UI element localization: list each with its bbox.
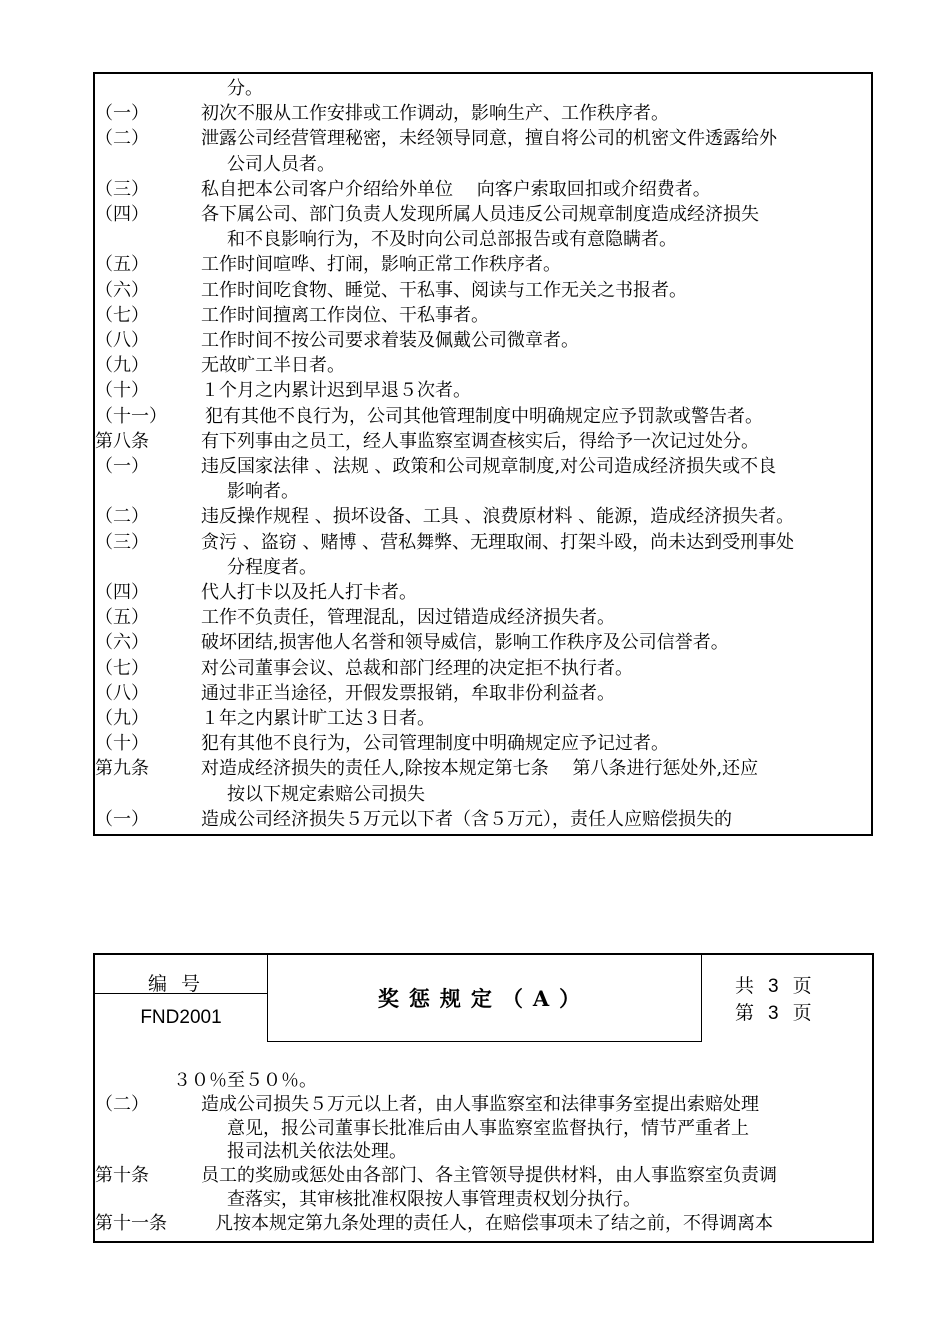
clause-number: （八） — [95, 330, 149, 351]
clause-text: 违反操作规程 、损坏设备、工具 、浪费原材料 、能源，造成经济损失者。 — [201, 506, 795, 528]
clause-text: 贪污 、盗窃 、赌博 、营私舞弊、无理取闹、打架斗殴，尚未达到受刑事处 — [201, 531, 795, 553]
clause-text: 意见，报公司董事长批准后由人事监察室监督执行，情节严重者上 — [227, 1117, 749, 1139]
clause-text: ３０％至５０％。 — [173, 1070, 317, 1091]
clause-number: （九） — [95, 355, 149, 377]
clause-text: 工作时间擅离工作岗位、干私事者。 — [201, 304, 489, 326]
total-pages-row — [735, 973, 812, 1000]
clause-text: 查落实，其审核批准权限按人事管理责权划分执行。 — [227, 1189, 641, 1210]
clause-number: （二） — [95, 1093, 149, 1115]
clause-text: 通过非正当途径，开假发票报销，牟取非份利益者。 — [201, 682, 615, 704]
regulation-page-body-1 — [93, 72, 873, 836]
clause-text: 有下列事由之员工，经人事监察室调查核实后，得给予一次记过处分。 — [201, 430, 759, 452]
clause-text: 破坏团结,损害他人名誉和领导威信，影响工作秩序及公司信誉者。 — [201, 632, 729, 654]
clause-number: （五） — [95, 607, 149, 629]
total-pages: 3 — [768, 976, 779, 997]
clause-text: 犯有其他不良行为，公司管理制度中明确规定应予记过者。 — [201, 733, 669, 755]
current-suffix: 页 — [792, 1002, 812, 1024]
clause-number: （一） — [95, 103, 149, 125]
doc-title: 奖惩规定（A） — [267, 955, 702, 1042]
clause-text: 代人打卡以及托人打卡者。 — [201, 582, 417, 603]
clause-text: 违反国家法律 、法规 、政策和公司规章制度,对公司造成经济损失或不良 — [201, 456, 777, 477]
clause-number: （十一） — [95, 405, 167, 427]
clause-number: （五） — [95, 254, 149, 276]
clause-text: 工作时间吃食物、睡觉、干私事、阅读与工作无关之书报者。 — [201, 279, 687, 301]
clause-number: （六） — [95, 632, 149, 654]
clause-text: 分。 — [227, 78, 263, 99]
clause-text: １个月之内累计迟到早退５次者。 — [201, 380, 471, 402]
clause-number: （七） — [95, 304, 149, 326]
clause-text: 按以下规定索赔公司损失 — [227, 783, 425, 805]
clause-text: 和不良影响行为，不及时向公司总部报告或有意隐瞒者。 — [227, 229, 677, 251]
clause-number: （六） — [95, 279, 149, 301]
clause-number: 第十一条 — [95, 1212, 167, 1234]
clause-text: 对造成经济损失的责任人,除按本规定第七条 第八条进行惩处外,还应 — [201, 758, 759, 780]
clause-text: 报司法机关依法处理。 — [227, 1141, 407, 1163]
clause-number: （四） — [95, 582, 149, 603]
clause-text: 凡按本规定第九条处理的责任人，在赔偿事项未了结之前，不得调离本 — [215, 1212, 773, 1234]
clause-number: （一） — [95, 456, 149, 477]
clause-text: 私自把本公司客户介绍给外单位 向客户索取回扣或介绍费者。 — [201, 178, 711, 200]
clause-text: 初次不服从工作安排或工作调动，影响生产、工作秩序者。 — [201, 103, 669, 125]
clause-text: 犯有其他不良行为，公司其他管理制度中明确规定应予罚款或警告者。 — [205, 405, 763, 427]
clause-text: 分程度者。 — [227, 556, 317, 578]
clause-text: 各下属公司、部门负责人发现所属人员违反公司规章制度造成经济损失 — [201, 204, 759, 225]
clause-text: 影响者。 — [227, 481, 299, 503]
clause-number: （十） — [95, 733, 149, 755]
clause-text: 对公司董事会议、总裁和部门经理的决定拒不执行者。 — [201, 657, 633, 679]
doc-number-value: FND2001 — [140, 1007, 222, 1028]
clause-number: （一） — [95, 808, 149, 830]
clause-number: （四） — [95, 204, 149, 225]
clause-number: （九） — [95, 708, 149, 729]
clause-text: 工作时间喧哗、打闹，影响正常工作秩序者。 — [201, 254, 561, 276]
doc-number-divider — [95, 993, 267, 994]
clause-number: （七） — [95, 657, 149, 679]
clause-number: 第八条 — [95, 430, 149, 452]
clause-number: 第九条 — [95, 758, 149, 780]
total-suffix: 页 — [792, 975, 812, 997]
clause-text: 泄露公司经营管理秘密，未经领导同意，擅自将公司的机密文件透露给外 — [201, 128, 777, 150]
clause-number: （二） — [95, 128, 149, 150]
clause-text: 造成公司损失５万元以上者，由人事监察室和法律事务室提出索赔处理 — [201, 1093, 759, 1115]
total-prefix: 共 — [735, 975, 755, 997]
clause-text: 工作时间不按公司要求着装及佩戴公司微章者。 — [201, 330, 579, 351]
clause-text: 无故旷工半日者。 — [201, 355, 345, 377]
clause-number: （八） — [95, 682, 149, 704]
current-page: 3 — [768, 1003, 779, 1024]
clause-text: 公司人员者。 — [227, 153, 335, 175]
page-counter — [735, 973, 812, 1027]
clause-number: （三） — [95, 178, 149, 200]
current-page-row — [735, 1000, 812, 1027]
clause-number: （三） — [95, 531, 149, 553]
clause-text: １年之内累计旷工达３日者。 — [201, 708, 435, 729]
regulation-page-body-2 — [93, 953, 874, 1243]
clause-number: （十） — [95, 380, 149, 402]
clause-number: （二） — [95, 506, 149, 528]
clause-text: 工作不负责任，管理混乱，因过错造成经济损失者。 — [201, 607, 615, 629]
doc-number-label: 编号 — [147, 973, 214, 995]
clause-text: 造成公司经济损失５万元以下者（含５万元），责任人应赔偿损失的 — [201, 808, 732, 830]
clause-number: 第十条 — [95, 1165, 149, 1187]
current-prefix: 第 — [735, 1002, 755, 1024]
clause-text: 员工的奖励或惩处由各部门、各主管领导提供材料，由人事监察室负责调 — [201, 1165, 777, 1187]
doc-number-cell — [95, 955, 268, 1041]
